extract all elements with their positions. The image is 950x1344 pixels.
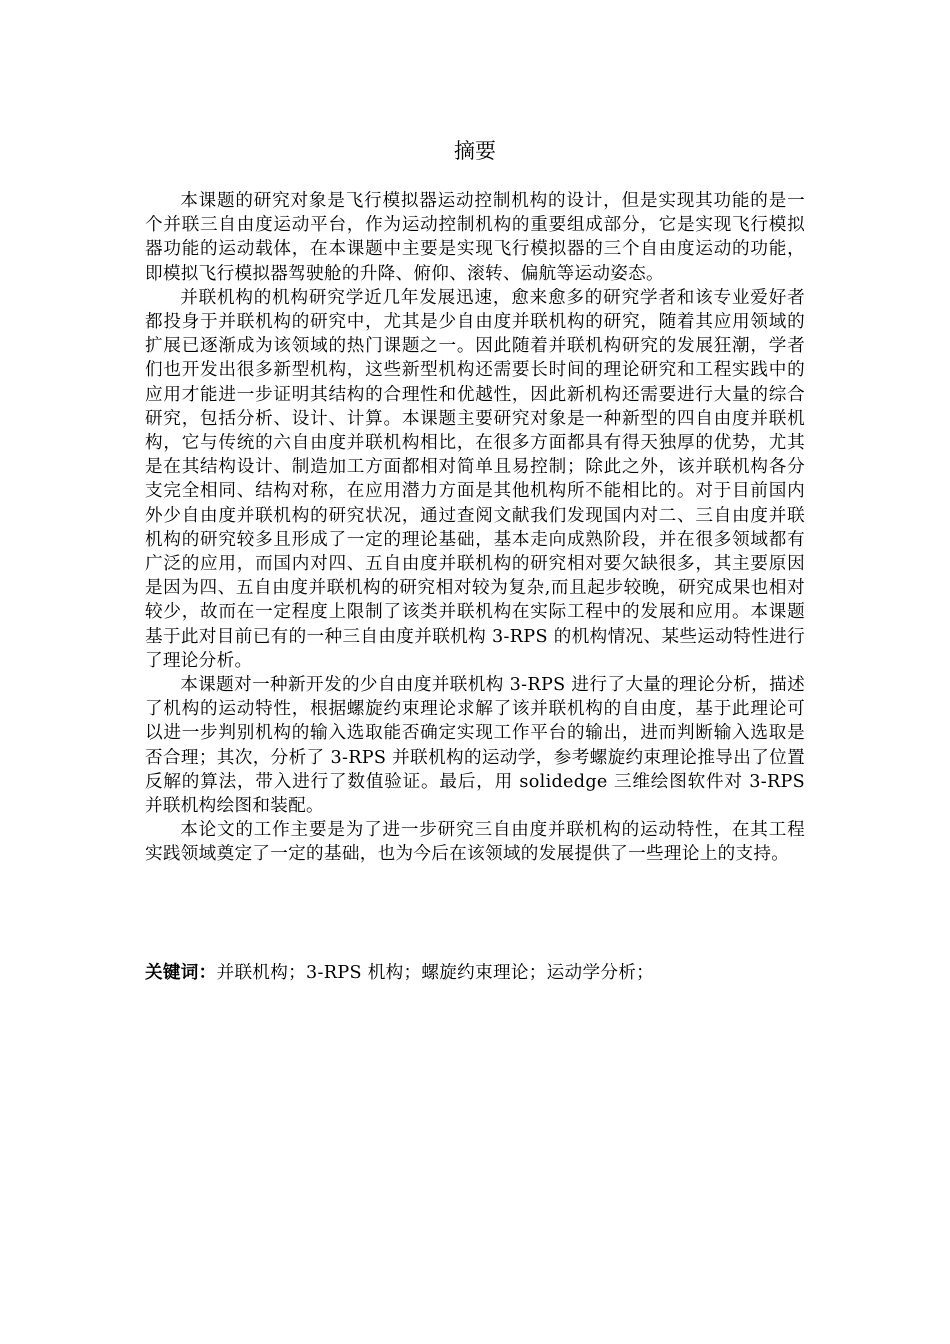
abstract-paragraph-1: 本课题的研究对象是飞行模拟器运动控制机构的设计，但是实现其功能的是一个并联三自由度运动平台，作为运动控制机构的重要组成部分，它是实现飞行模拟器功能的运动载体，在本课题中主要是实现飞行模拟器的三个自由度运动的功能，即模拟飞行模拟器驾驶舱的升降、俯仰、滚转、偏航等运动姿态。 xyxy=(145,191,805,284)
keywords-label: 关键词： xyxy=(145,962,217,983)
abstract-body xyxy=(145,189,805,867)
abstract-paragraph-3: 本课题对一种新开发的少自由度并联机构 3-RPS 进行了大量的理论分析，描述了机构的运动特性，根据螺旋约束理论求解了该并联机构的自由度，基于此理论可以进一步判别机构的输入选取能否确定实现工作平台的输出，进而判断输入选取是否合理；其次，分析了 3-RPS 并联机构的运动学，参考螺旋约束理论推导出了位置反解的算法，带入进行了数值验证。最后，用 solidedge 三维绘图软件对 3-RPS 并联机构绘图和装配。 xyxy=(145,675,805,817)
keywords-text: 并联机构；3-RPS 机构；螺旋约束理论；运动学分析； xyxy=(216,963,655,983)
abstract-title: 摘要 xyxy=(454,139,496,163)
abstract-paragraph-4: 本论文的工作主要是为了进一步研究三自由度并联机构的运动特性，在其工程实践领域奠定了一定的基础，也为今后在该领域的发展提供了一些理论上的支持。 xyxy=(145,820,805,865)
abstract-paragraph-2: 并联机构的机构研究学近几年发展迅速，愈来愈多的研究学者和该专业爱好者都投身于并联机构的研究中，尤其是少自由度并联机构的研究，随着其应用领域的扩展已逐渐成为该领域的热门课题之一。因此随着并联机构研究的发展狂潮，学者们也开发出很多新型机构，这些新型机构还需要长时间的理论研究和工程实践中的应用才能进一步证明其结构的合理性和优越性，因此新机构还需要进行大量的综合研究，包括分析、设计、计算。本课题主要研究对象是一种新型的四自由度并联机构，它与传统的六自由度并联机构相比，在很多方面都具有得天独厚的优势，尤其是在其结构设计、制造加工方面都相对简单且易控制；除此之外，该并联机构各分支完全相同、结构对称，在应用潜力方面是其他机构所不能相比的。对于目前国内外少自由度并联机构的研究状况，通过查阅文献我们发现国内对二、三自由度并联机构的研究较多且形成了一定的理论基础，基本走向成熟阶段，并在很多领域都有广泛的应用，而国内对四、五自由度并联机构的研究相对要欠缺很多，其主要原因是因为四、五自由度并联机构的研究相对较为复杂,而且起步较晚，研究成果也相对较少，故而在一定程度上限制了该类并联机构在实际工程中的发展和应用。本课题基于此对目前已有的一种三自由度并联机构 3-RPS 的机构情况、某些运动特性进行了理论分析。 xyxy=(145,287,805,671)
keywords-line xyxy=(145,961,805,985)
